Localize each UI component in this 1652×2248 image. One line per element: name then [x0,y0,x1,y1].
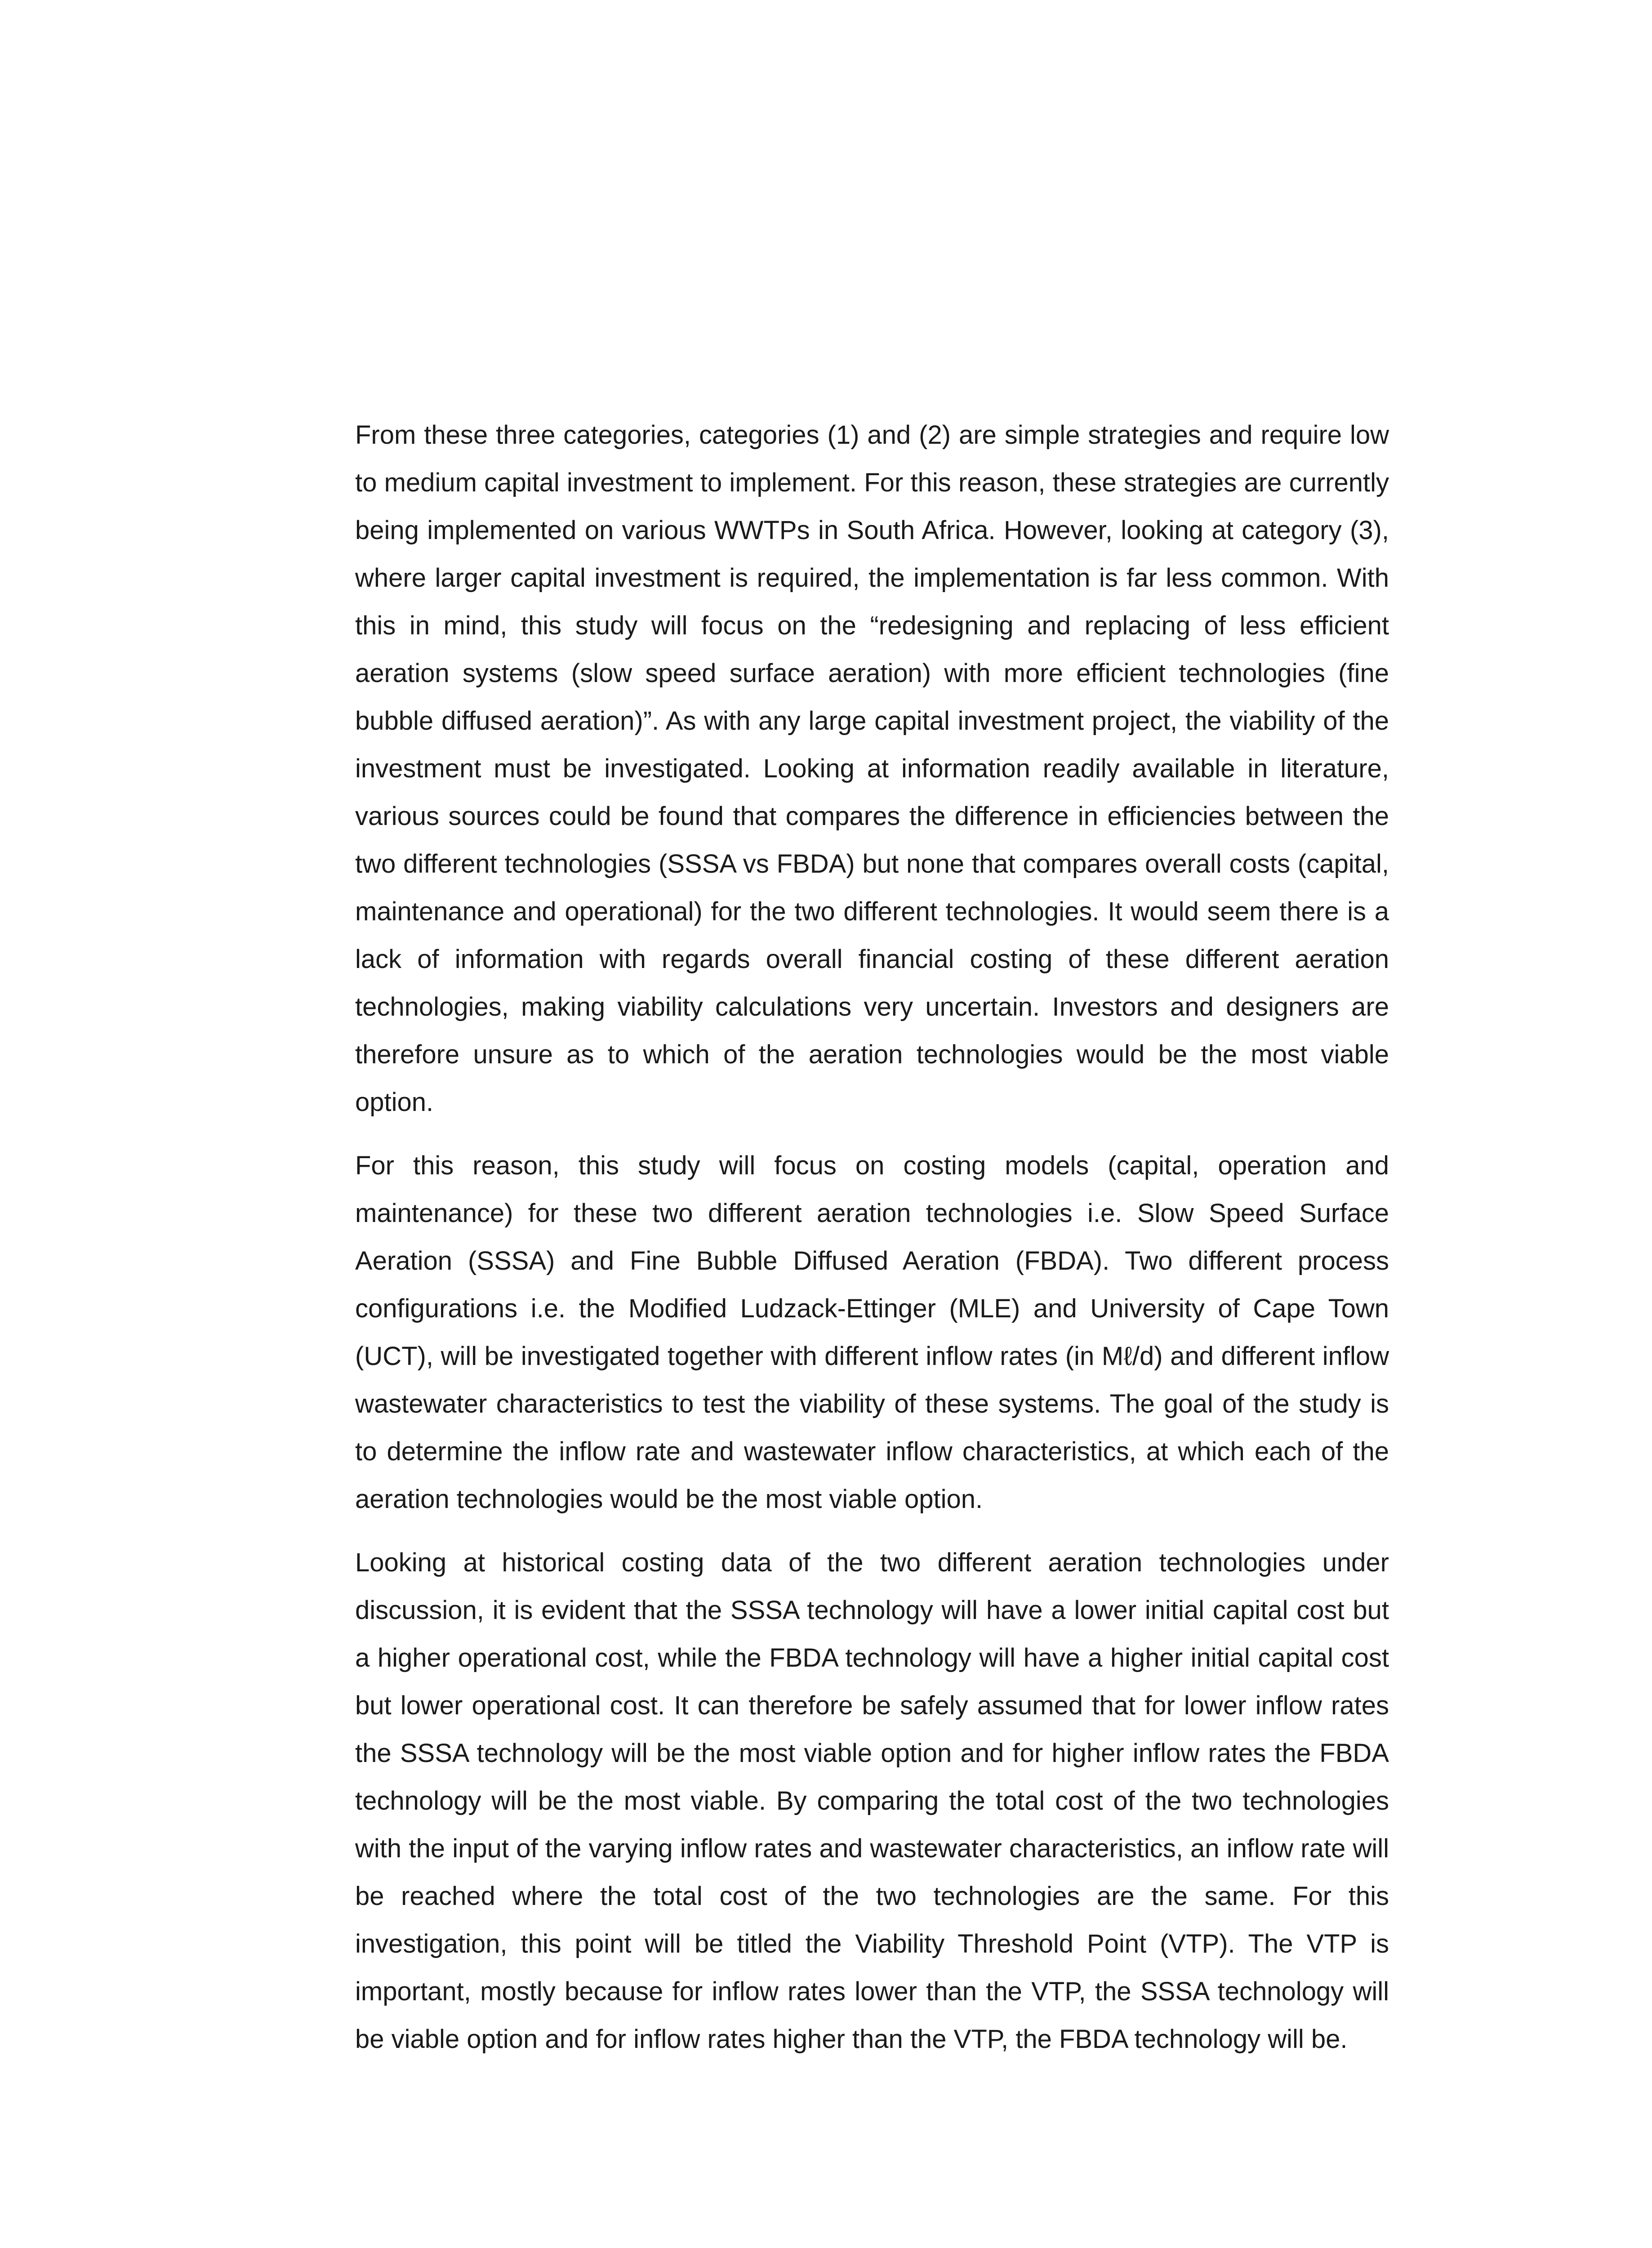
paragraph-3: Looking at historical costing data of the two different aeration technologies under discussion, it is evident that the SSSA technology will have a lower initial capital cost but a higher operational cost, while the FBDA technology will have a higher initial capital cost but lower operational cost. It can therefore be safely assumed that for lower inflow rates the SSSA technology will be the most viable option and for higher inflow rates the FBDA technology will be the most viable. By comparing the total cost of the two technologies with the input of the varying inflow rates and wastewater characteristics, an inflow rate will be reached where the total cost of the two technologies are the same. For this investigation, this point will be titled the Viability Threshold Point (VTP). The VTP is important, mostly because for inflow rates lower than the VTP, the SSSA technology will be viable option and for inflow rates higher than the VTP, the FBDA technology will be. [355,1548,1389,2054]
body-text [355,411,1389,2079]
paragraph-2: For this reason, this study will focus on costing models (capital, operation and maintenance) for these two different aeration technologies i.e. Slow Speed Surface Aeration (SSSA) and Fine Bubble Diffused Aeration (FBDA). Two different process configurations i.e. the Modified Ludzack-Ettinger (MLE) and University of Cape Town (UCT), will be investigated together with different inflow rates (in Mℓ/d) and different inflow wastewater characteristics to test the viability of these systems. The goal of the study is to determine the inflow rate and wastewater inflow characteristics, at which each of the aeration technologies would be the most viable option. [355,1151,1389,1514]
paragraph-1: From these three categories, categories (1) and (2) are simple strategies and require low to medium capital investment to implement. For this reason, these strategies are currently being implemented on various WWTPs in South Africa. However, looking at category (3), where larger capital investment is required, the implementation is far less common. With this in mind, this study will focus on the “redesigning and replacing of less efficient aeration systems (slow speed surface aeration) with more efficient technologies (fine bubble diffused aeration)”. As with any large capital investment project, the viability of the investment must be investigated. Looking at information readily available in literature, various sources could be found that compares the difference in efficiencies between the two different technologies (SSSA vs FBDA) but none that compares overall costs (capital, maintenance and operational) for the two different technologies. It would seem there is a lack of information with regards overall financial costing of these different aeration technologies, making viability calculations very uncertain. Investors and designers are therefore unsure as to which of the aeration technologies would be the most viable option. [355,420,1389,1117]
